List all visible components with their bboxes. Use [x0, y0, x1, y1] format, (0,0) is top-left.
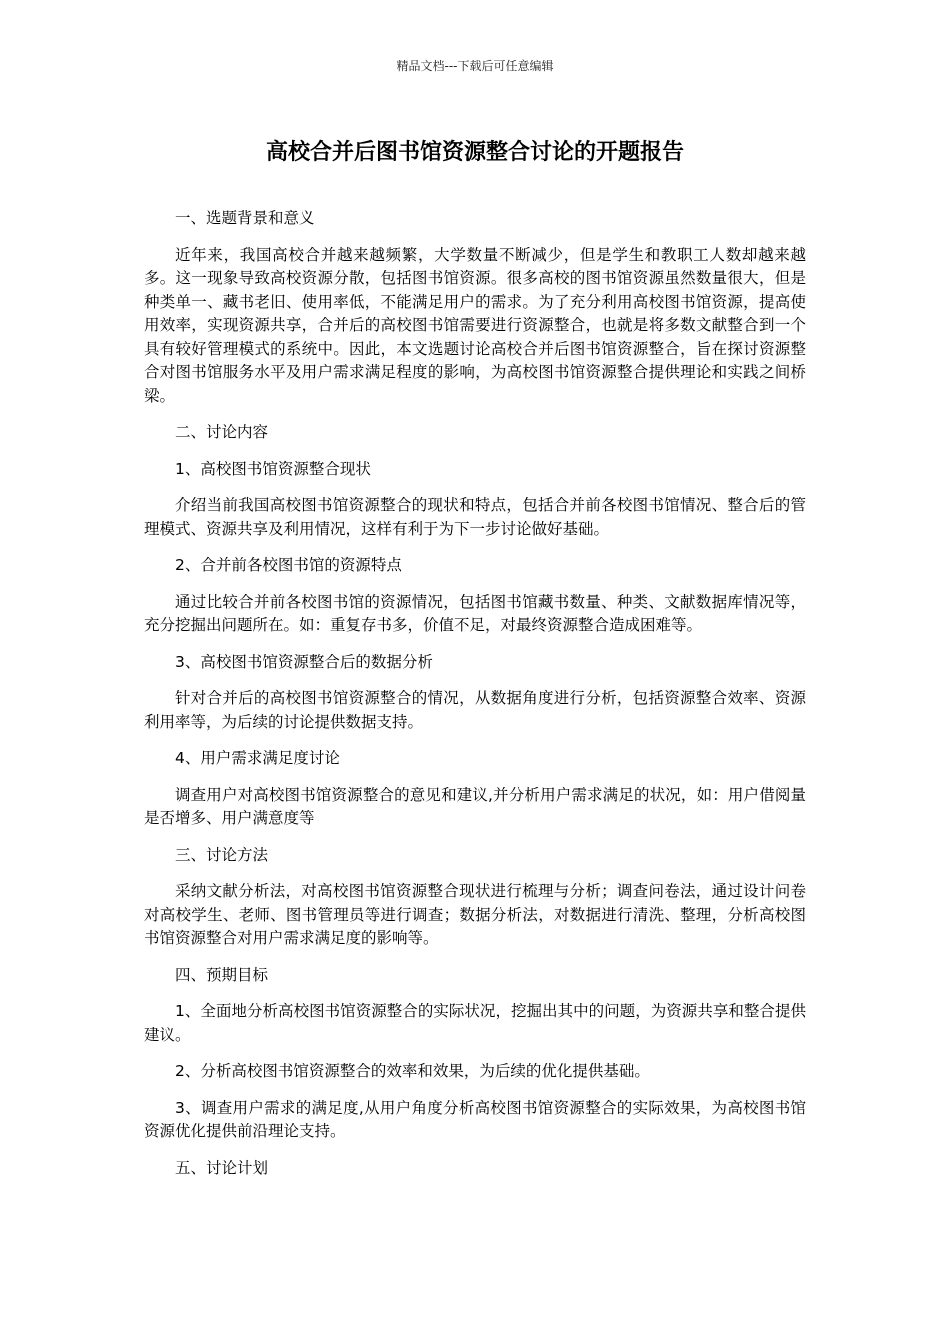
subheading-resource-features: 2、合并前各校图书馆的资源特点 — [175, 556, 402, 574]
header-watermark: 精品文档---下载后可任意编辑 — [396, 59, 554, 73]
paragraph-goal-3: 3、调查用户需求的满足度,从用户角度分析高校图书馆资源整合的实际效果，为高校图书馆资源优化提供前沿理论支持。 — [144, 1098, 806, 1140]
subheading-user-satisfaction: 4、用户需求满足度讨论 — [175, 749, 340, 767]
subheading-current-status: 1、高校图书馆资源整合现状 — [175, 459, 371, 478]
section-heading-background: 一、选题背景和意义 — [175, 209, 315, 227]
subheading-data-analysis: 3、高校图书馆资源整合后的数据分析 — [175, 652, 433, 671]
paragraph-user-satisfaction: 调查用户对高校图书馆资源整合的意见和建议,并分析用户需求满足的状况，如：用户借阅量是否增多、用户满意度等 — [144, 785, 806, 827]
document-body — [144, 207, 806, 1193]
paragraph-resource-features: 通过比较合并前各校图书馆的资源情况，包括图书馆藏书数量、种类、文献数据库情况等，充分挖掘出问题所在。如：重复存书多，价值不足，对最终资源整合造成困难等。 — [144, 592, 806, 634]
paragraph-data-analysis: 针对合并后的高校图书馆资源整合的情况，从数据角度进行分析，包括资源整合效率、资源利用率等，为后续的讨论提供数据支持。 — [144, 689, 806, 731]
section-heading-goals: 四、预期目标 — [175, 965, 269, 984]
paragraph-goal-2: 2、分析高校图书馆资源整合的效率和效果，为后续的优化提供基础。 — [175, 1062, 650, 1080]
paragraph-methods: 采纳文献分析法，对高校图书馆资源整合现状进行梳理与分析；调查问卷法，通过设计问卷对高校学生、老师、图书管理员等进行调查；数据分析法，对数据进行清洗、整理，分析高校图书馆资源整合对用户需求满足度的影响等。 — [144, 882, 806, 947]
paragraph-current-status: 介绍当前我国高校图书馆资源整合的现状和特点，包括合并前各校图书馆情况、整合后的管理模式、资源共享及利用情况，这样有利于为下一步讨论做好基础。 — [144, 496, 806, 538]
section-heading-methods: 三、讨论方法 — [175, 845, 269, 864]
document-title: 高校合并后图书馆资源整合讨论的开题报告 — [265, 140, 684, 165]
paragraph-goal-1: 1、全面地分析高校图书馆资源整合的实际状况，挖掘出其中的问题，为资源共享和整合提供建议。 — [144, 1002, 806, 1044]
section-heading-plan: 五、讨论计划 — [175, 1158, 269, 1177]
section-heading-content: 二、讨论内容 — [175, 423, 269, 441]
paragraph-background: 近年来，我国高校合并越来越频繁，大学数量不断减少，但是学生和教职工人数却越来越多。这一现象导致高校资源分散，包括图书馆资源。很多高校的图书馆资源虽然数量很大，但是种类单一、藏书老旧、使用率低，不能满足用户的需求。为了充分利用高校图书馆资源，提高使用效率，实现资源共享，合并后的高校图书馆需要进行资源整合，也就是将多数文献整合到一个具有较好管理模式的系统中。因此，本文选题讨论高校合并后图书馆资源整合，旨在探讨资源整合对图书馆服务水平及用户需求满足程度的影响，为高校图书馆资源整合提供理论和实践之间桥梁。 — [144, 245, 806, 405]
